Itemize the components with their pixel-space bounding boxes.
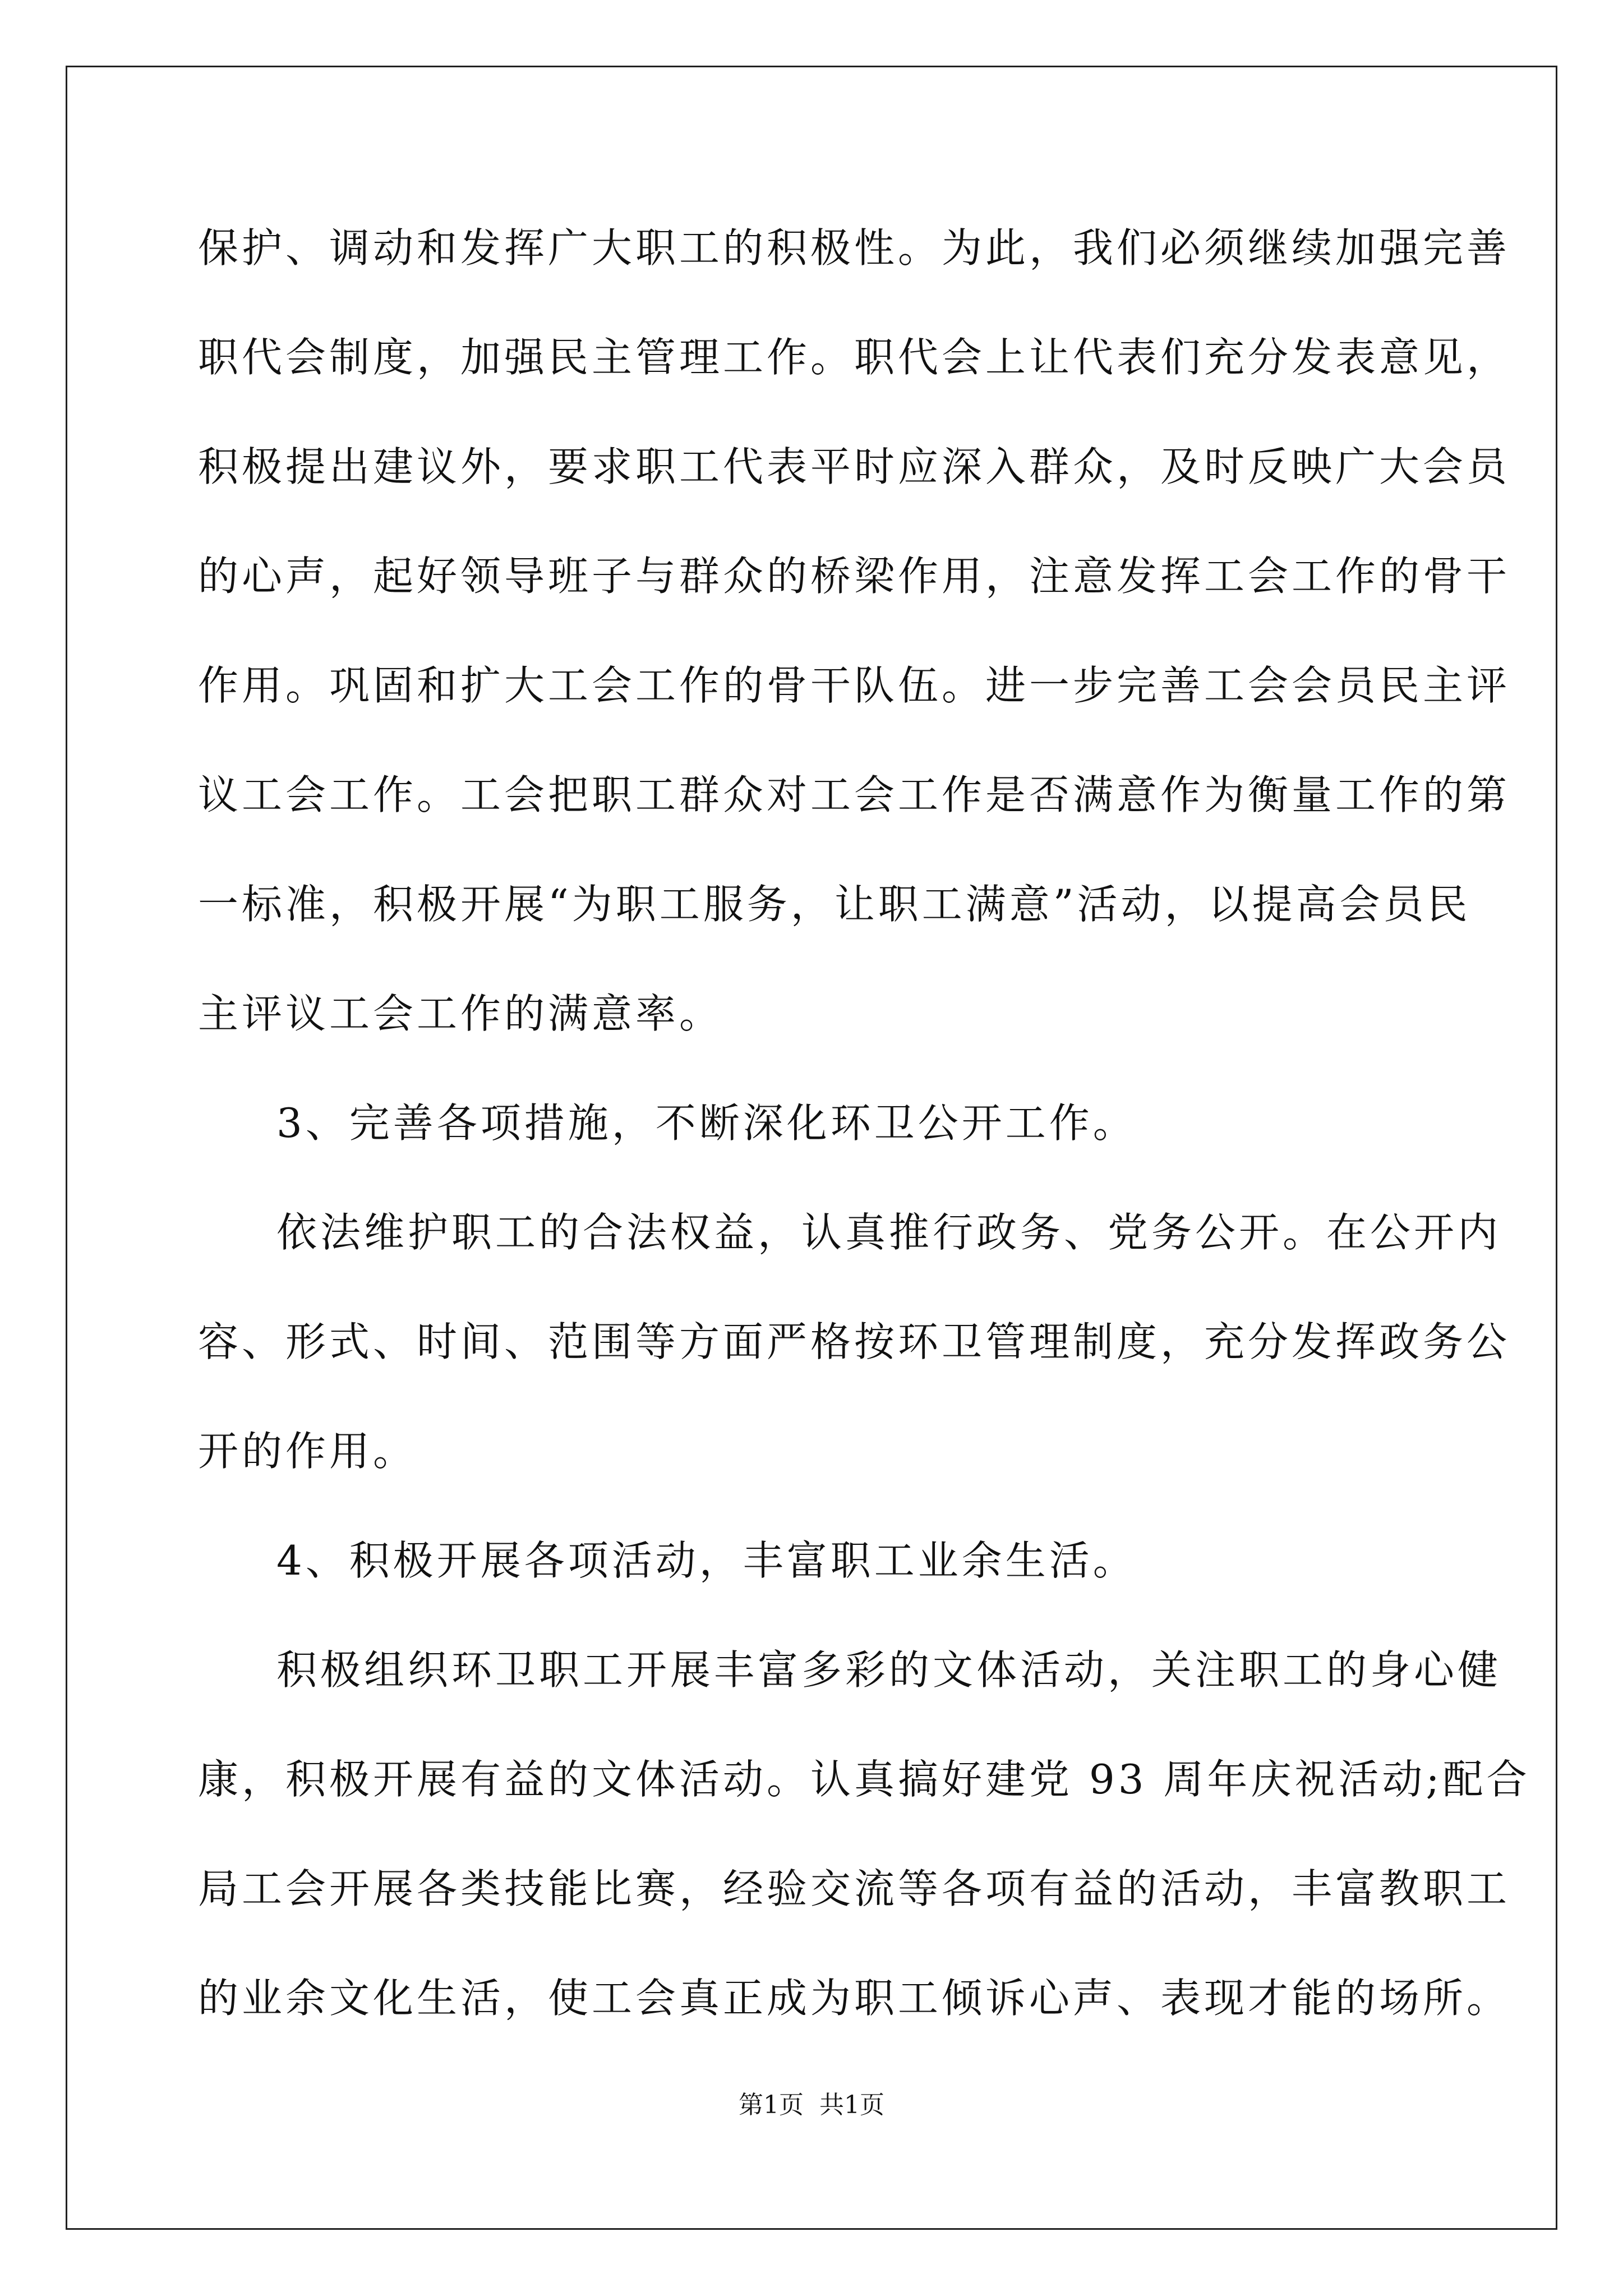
text-line: 积极提出建议外，要求职工代表平时应深入群众，及时反映广大会员 — [198, 443, 1511, 490]
text-line: 依法维护职工的合法权益，认真推行政务、党务公开。在公开内 — [276, 1209, 1502, 1256]
text-line: 的心声，起好领导班子与群众的桥梁作用，注意发挥工会工作的骨干 — [198, 553, 1511, 600]
section-heading: 3、完善各项措施，不断深化环卫公开工作。 — [276, 1099, 1137, 1147]
text-line: 保护、调动和发挥广大职工的积极性。为此，我们必须继续加强完善 — [198, 224, 1511, 272]
section-heading: 4、积极开展各项活动，丰富职工业余生活。 — [276, 1537, 1137, 1584]
text-line: 积极组织环卫职工开展丰富多彩的文体活动，关注职工的身心健 — [276, 1646, 1502, 1694]
page-total: 共1页 — [819, 2091, 884, 2119]
text-line: 容、形式、时间、范围等方面严格按环卫管理制度，充分发挥政务公 — [198, 1318, 1511, 1365]
text-line: 康，积极开展有益的文体活动。认真搞好建党 93 周年庆祝活动;配合 — [198, 1756, 1530, 1803]
text-line: 主评议工会工作的满意率。 — [198, 990, 723, 1037]
text-line: 一标准，积极开展“为职工服务，让职工满意”活动，以提高会员民 — [198, 881, 1471, 928]
text-line: 局工会开展各类技能比赛，经验交流等各项有益的活动，丰富教职工 — [198, 1865, 1511, 1912]
page-number: 第1页 — [739, 2091, 804, 2119]
text-line: 作用。巩固和扩大工会工作的骨干队伍。进一步完善工会会员民主评 — [198, 662, 1511, 709]
text-line: 议工会工作。工会把职工群众对工会工作是否满意作为衡量工作的第 — [198, 771, 1511, 818]
text-line: 开的作用。 — [198, 1428, 417, 1475]
page-footer — [0, 2088, 1623, 2122]
text-line: 职代会制度，加强民主管理工作。职代会上让代表们充分发表意见， — [198, 334, 1511, 381]
text-line: 的业余文化生活，使工会真正成为职工倾诉心声、表现才能的场所。 — [198, 1975, 1511, 2022]
